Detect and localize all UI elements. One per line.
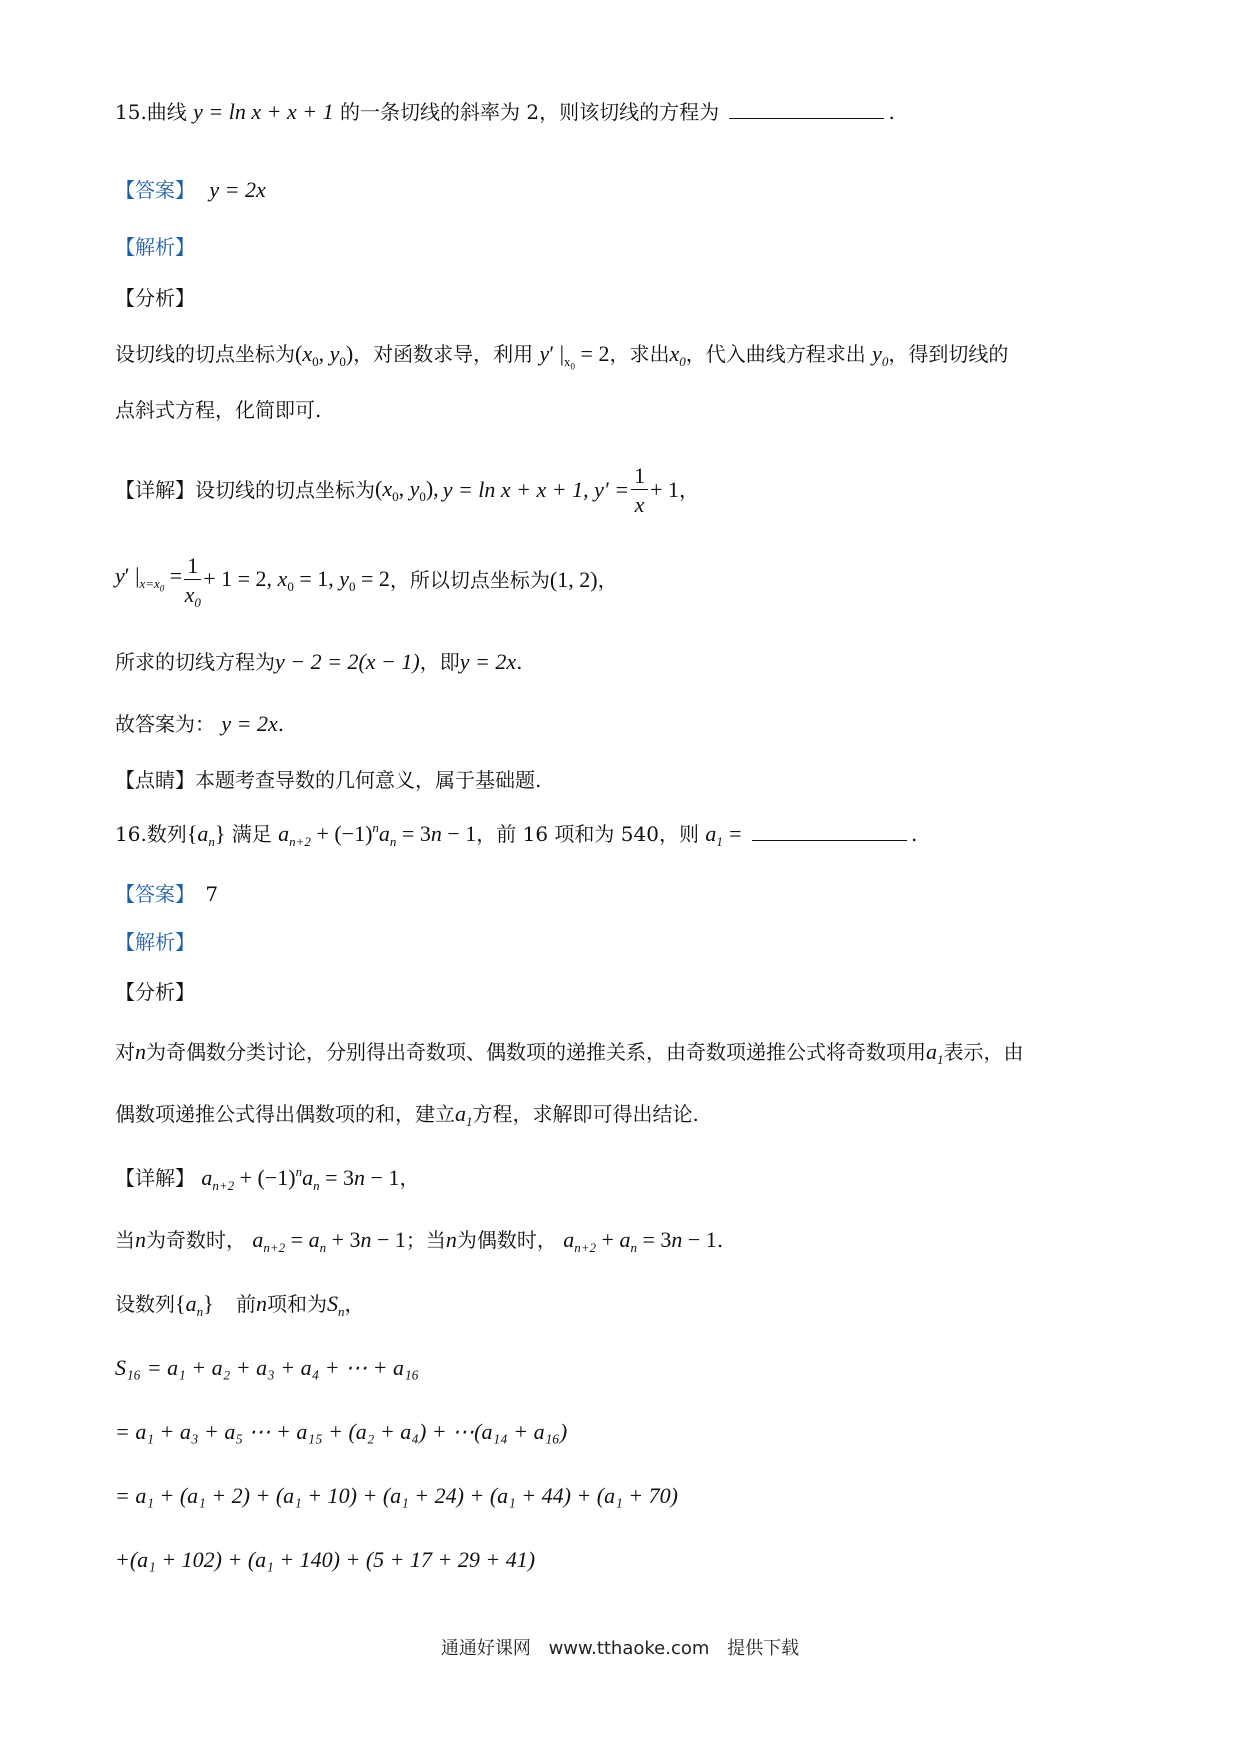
q16-jiexi-tag: 【解析】 [115,930,195,954]
answer-value: 7 [205,882,219,906]
math-point: ($x_0$, $y_0$), [375,475,439,504]
q16-sum-line3: = a₁ + (a₁ + 2) + (a₁ + 10) + (a₁ + 24) + (a₁ + 44) + (a₁ + 70) [115,1483,678,1508]
math-sequence: $\{a_n\}$ [186,821,226,849]
footer-site-name: 通通好课网 [440,1638,531,1659]
q15-detail-line3: 所求的切线方程为y − 2 = 2(x − 1)，即y = 2x. [115,649,523,674]
q16-sum-line4: +(a₁ + 102) + (a₁ + 140) + (5 + 17 + 29 + 41) [115,1547,536,1572]
math-derivative: y = ln x + x + 1, y′ = [442,477,630,502]
detail-tag: 【详解】 [115,478,195,502]
q15-dianjing: 【点睛】本题考查导数的几何意义，属于基础题. [115,768,542,792]
math-tangent-point: (1, 2) [549,567,598,592]
q16-analysis-line2: 偶数项递推公式得出偶数项的和，建立$a_1$方程，求解即可得出结论. [115,1101,699,1129]
footer-slogan: 提供下载 [727,1638,800,1659]
math-fraction-1-over-x: $\frac{1}{x}$ [631,465,648,516]
q15-detail-line2: y′ $|_{x=x_0}$ = $\frac{1}{x_0}$ + 1 = 2, $x_0 = 1$, $y_0 = 2$ ，所以切点坐标为 (1, 2) ， [115,552,618,610]
math-recurrence: $a_{n+2} + (-1)^na_n = 3n - 1$ [278,820,477,849]
q16-sum-line1: S₁₆ = a₁ + a₂ + a₃ + a₄ + ⋯ + a₁₆ [115,1355,420,1380]
math-derivative-condition: y′ $|_{x_0} = 2$ [539,341,610,372]
q15-fenxi-tag: 【分析】 [115,286,195,310]
answer-tag: 【答案】 [115,882,195,906]
math-a1: $a_1$ [705,821,723,849]
page-footer [0,1634,1240,1660]
answer-value: y = 2x [209,177,266,202]
math-fraction-1-over-x0: $\frac{1}{x_0}$ [184,552,201,610]
q15-analysis-line1: 设切线的切点坐标为($x_0$, $y_0$)，对函数求导，利用 y′ $|_{x_0} = 2$，求出$x_0$，代入曲线方程求出 $y_0$，得到切线的 [115,341,1009,372]
q15-number: 15.曲线 [115,100,187,124]
q16-fenxi-tag: 【分析】 [115,980,195,1004]
q15-formula: y = ln x + x + 1 [193,99,334,124]
math-Sn: $S_n$ [326,1291,345,1319]
q15-detail-line1: 【详解】 设切线的切点坐标为 ($x_0$, $y_0$), y = ln x + x + 1, y′ = $\frac{1}{x}$ + 1 ， [115,462,699,517]
q16-number: 16.数列 [115,822,187,846]
answer-tag: 【答案】 [115,178,195,202]
math-derivative-at-x0: y′ $|_{x=x_0}$ = [115,563,183,594]
q16-detail-line1: 【详解】 $a_{n+2} + (-1)^na_n = 3n - 1$， [115,1164,420,1193]
q16-analysis-line1: 对n为奇偶数分类讨论，分别得出奇数项、偶数项的递推关系，由奇数项递推公式将奇数项用$a_1$表示，由 [115,1039,1024,1067]
q16-detail-line2: 当n为奇数时， $a_{n+2} = a_n + 3n - 1$；当n为偶数时， $a_{n+2} + a_n = 3n - 1$. [115,1227,724,1255]
q15-answer [115,176,1150,204]
math-a1: $a_1$ [926,1039,944,1067]
math-even-recurrence: $a_{n+2} + a_n = 3n - 1$ [563,1227,717,1255]
q15-detail-line4: 故答案为： y = 2x. [115,711,285,736]
math-final-answer: y = 2x [221,711,278,736]
answer-blank [729,100,884,119]
math-y0: $y_0$ [872,341,889,369]
math-x0: $x_0$ [669,341,686,369]
math-sequence: $\{a_n\}$ [175,1291,214,1319]
math-n: n [135,1039,146,1064]
math-odd-recurrence: $a_{n+2} = a_n + 3n - 1$ [252,1227,406,1255]
dianjing-tag: 【点睛】 [115,768,195,792]
q16-sum-line2: = a₁ + a₃ + a₅ ⋯ + a₁₅ + (a₂ + a₄) + ⋯(a₁₄ + a₁₆) [115,1419,568,1444]
q16-answer [115,880,1150,908]
math-result: y = 2x [459,649,517,674]
q15-jiexi-tag: 【解析】 [115,235,195,259]
detail-tag: 【详解】 [115,1166,195,1190]
math-recurrence: $a_{n+2} + (-1)^na_n = 3n - 1$ [201,1164,400,1193]
answer-blank [752,822,907,841]
q15-question-text: 的一条切线的斜率为 2，则该切线的方程为 [339,100,720,124]
q15-stem: 15.曲线 y = ln x + x + 1 的一条切线的斜率为 2，则该切线的方程为 . [115,99,895,124]
q15-analysis-line2: 点斜式方程，化简即可. [115,398,322,422]
math-tangent-line: y − 2 = 2(x − 1) [275,649,420,674]
q16-stem: 16.数列$\{a_n\}$ 满足 $a_{n+2} + (-1)^na_n = 3n - 1$，前 16 项和为 540，则 $a_1$ = . [115,820,918,849]
math-a1: $a_1$ [455,1101,473,1129]
footer-url[interactable]: www.tthaoke.com [548,1638,710,1659]
q16-detail-line3: 设数列$\{a_n\}$ 前n项和为$S_n$， [115,1291,365,1319]
math-point: ($x_0$, $y_0$) [295,341,354,369]
